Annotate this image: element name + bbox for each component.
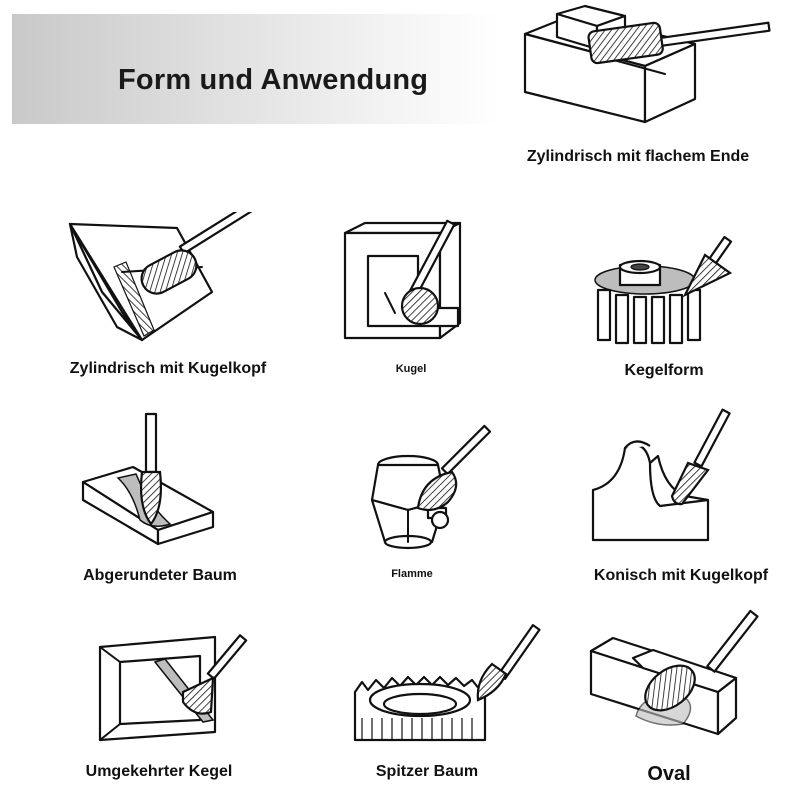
rounded-tree-burr-icon (78, 412, 218, 547)
oval-burr-icon (588, 606, 773, 741)
cylinder-flat-end-burr-icon (515, 4, 775, 134)
inverted-cone-burr-icon (95, 632, 255, 744)
caption-spitzer-baum: Spitzer Baum (375, 763, 479, 780)
flame-burr-icon (370, 420, 515, 555)
caption-konisch-kugel: Konisch mit Kugelkopf (593, 567, 769, 584)
caption-kegelform: Kegelform (624, 362, 704, 379)
caption-kugel: Kugel (395, 363, 427, 375)
caption-umgekehrter-kegel: Umgekehrter Kegel (85, 763, 233, 780)
page-title: Form und Anwendung (118, 64, 429, 96)
conical-ball-nose-burr-icon (590, 408, 750, 548)
title-banner (12, 14, 500, 124)
caption-abgerundeter-baum: Abgerundeter Baum (83, 567, 237, 584)
cone-burr-icon (590, 235, 750, 345)
cylinder-ball-nose-burr-icon (62, 212, 267, 347)
caption-zylindrisch-kugel: Zylindrisch mit Kugelkopf (69, 360, 267, 377)
caption-zylindrisch-flach: Zylindrisch mit flachem Ende (526, 148, 750, 165)
caption-oval: Oval (647, 763, 691, 785)
ball-burr-icon (340, 208, 490, 343)
pointed-tree-burr-icon (350, 622, 545, 747)
caption-flamme: Flamme (391, 568, 433, 580)
